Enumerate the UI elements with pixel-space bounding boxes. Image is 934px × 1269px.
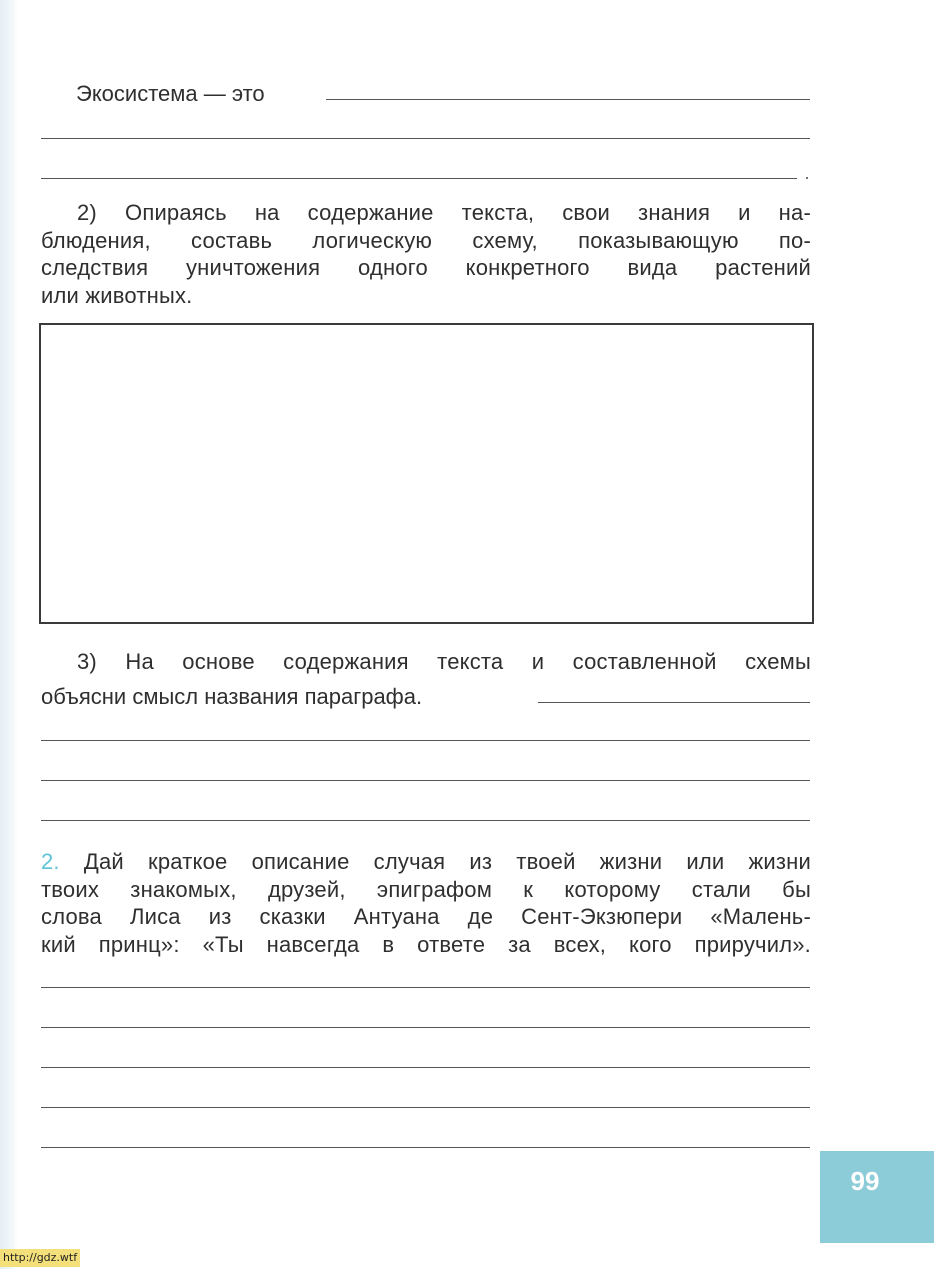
answer-line[interactable] [41,1107,810,1108]
answer-line[interactable] [41,138,810,139]
page-number: 99 [850,1166,880,1196]
task-line: следствия уничтожения одного конкретного вида растений [41,255,811,280]
task-line: слова Лиса из сказки Антуана де Сент-Экзюпери «Малень- [41,904,811,929]
task-line: кий принц»: «Ты навсегда в ответе за всех, кого приручил». [41,931,811,957]
answer-line[interactable] [41,1067,810,1068]
task-line [41,848,811,876]
page-edge-strip [0,0,18,1269]
task-line: 2) Опираясь на содержание текста, свои знания и на- [77,200,811,225]
period-dot [806,177,808,179]
task-2-3-text [41,648,811,676]
task-2-2-text [41,199,811,309]
task-line: твоих знакомых, друзей, эпиграфом к которому стали бы [41,876,811,902]
task-2-text [41,848,811,958]
watermark-link[interactable]: http://gdz.wtf [0,1249,80,1267]
task-number: 2. [41,849,60,874]
task-line: объясни смысл названия параграфа. [41,684,423,709]
answer-line[interactable] [41,1147,810,1148]
answer-line[interactable] [41,820,810,821]
answer-line[interactable] [538,702,810,703]
answer-line[interactable] [41,1027,810,1028]
diagram-drawing-area[interactable] [39,323,814,624]
task-line: 3) На основе содержания текста и составленной схемы [77,649,811,674]
page-number-badge [820,1151,934,1243]
task-line: или животных. [41,282,193,308]
answer-line[interactable] [41,178,797,179]
ecosystem-prompt: Экосистема — это [76,81,265,106]
task-line-text: Дай краткое описание случая из твоей жизни или жизни [83,849,811,874]
answer-line[interactable] [326,99,810,100]
answer-line[interactable] [41,780,810,781]
task-line: блюдения, составь логическую схему, показывающую по- [41,227,811,253]
answer-line[interactable] [41,987,810,988]
answer-line[interactable] [41,740,810,741]
